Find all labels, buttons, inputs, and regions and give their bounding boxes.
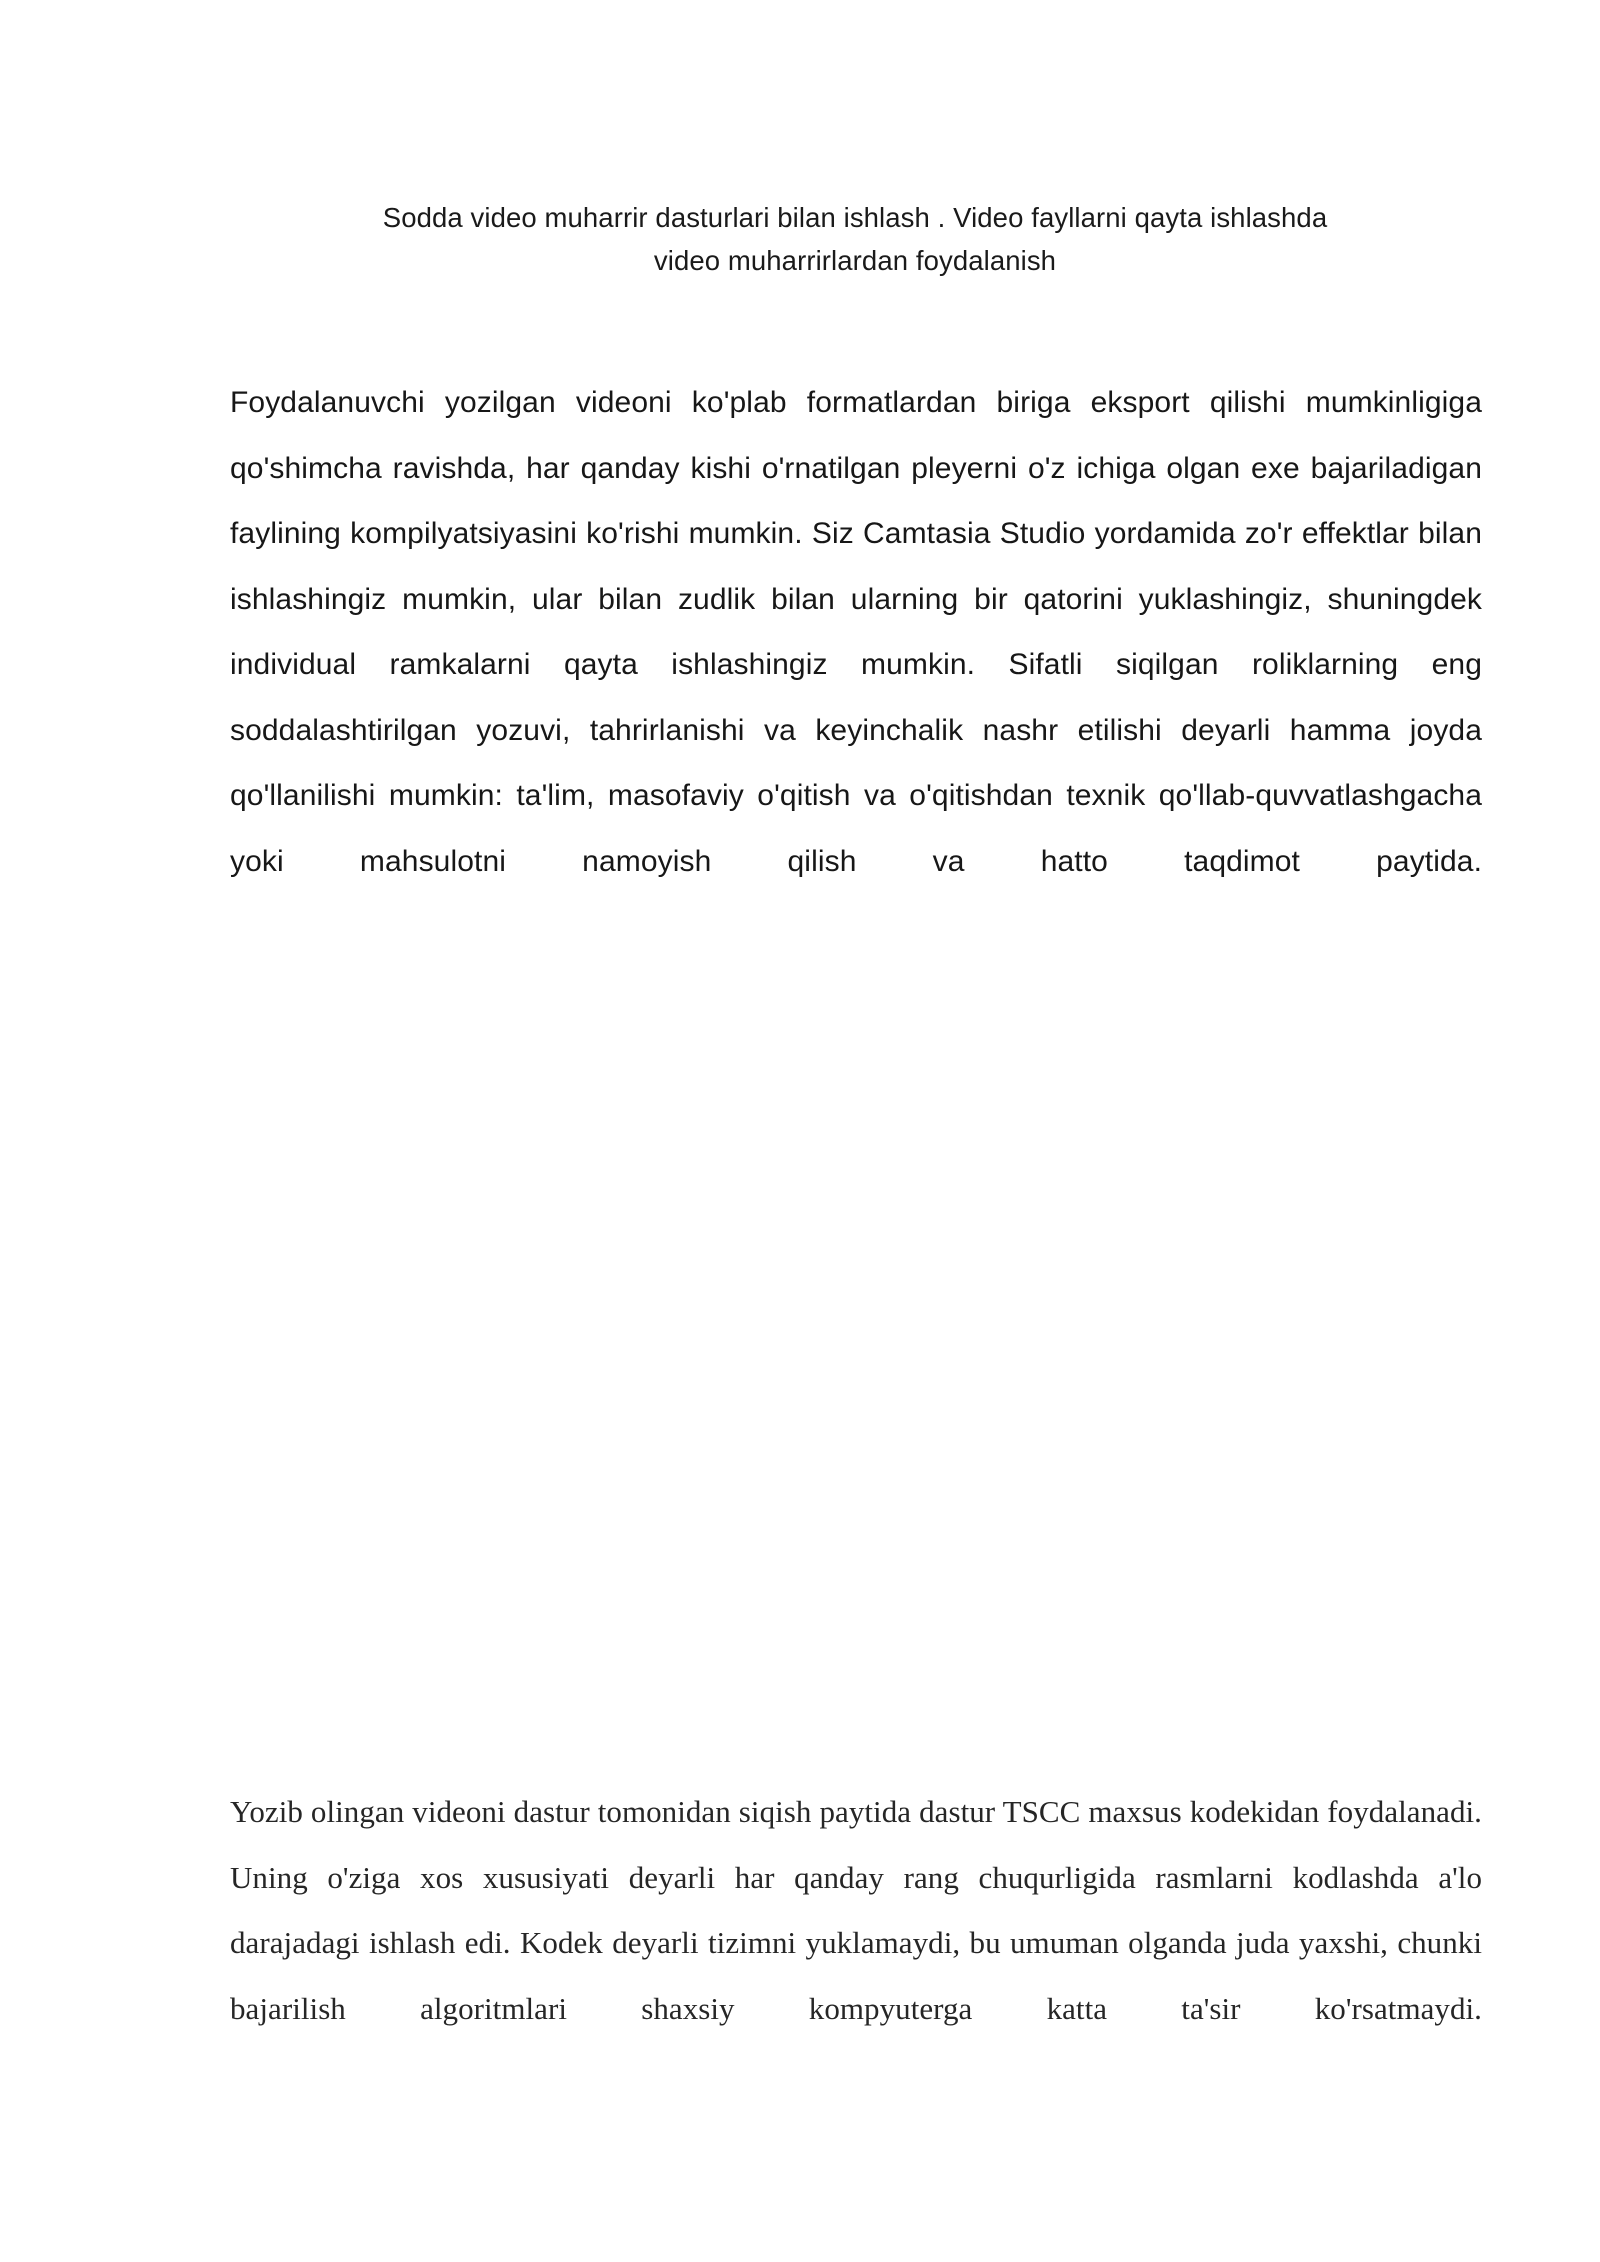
page-title-line-1: Sodda video muharrir dasturlari bilan ishlash . Video fayllarni qayta ishlashda [382, 202, 1328, 233]
page-title [230, 196, 1480, 282]
body-paragraph-1: Foydalanuvchi yozilgan videoni ko'plab formatlardan biriga eksport qilishi mumkinligiga qo'shimcha ravishda, har qanday kishi o'rnatilgan pleyerni o'z ichiga olgan exe bajariladigan faylining kompilyatsiyasini ko'rishi mumkin. Siz Camtasia Studio yordamida zo'r effektlar bilan ishlashingiz mumkin, ular bilan zudlik bilan ularning bir qatorini yuklashingiz, shuningdek individual ramkalarni qayta ishlashingiz mumkin. Sifatli siqilgan roliklarning eng soddalashtirilgan yozuvi, tahrirlanishi va keyinchalik nashr etilishi deyarli hamma joyda qo'llanilishi mumkin: ta'lim, masofaviy o'qitish va o'qitishdan texnik qo'llab-quvvatlashgacha yoki mahsulotni namoyish qilish va hatto taqdimot paytida. [230, 386, 1482, 878]
page-title-line-2: video muharrirlardan foydalanish [653, 245, 1057, 276]
body-paragraph-2: Yozib olingan videoni dastur tomonidan siqish paytida dastur TSCC maxsus kodekidan foydalanadi. Uning o'ziga xos xususiyati deyarli har qanday rang chuqurligida rasmlarni kodlashda a'lo darajadagi ishlash edi. Kodek deyarli tizimni yuklamaydi, bu umuman olganda juda yaxshi, chunki bajarilish algoritmlari shaxsiy kompyuterga katta ta'sir ko'rsatmaydi. [230, 1794, 1482, 2026]
